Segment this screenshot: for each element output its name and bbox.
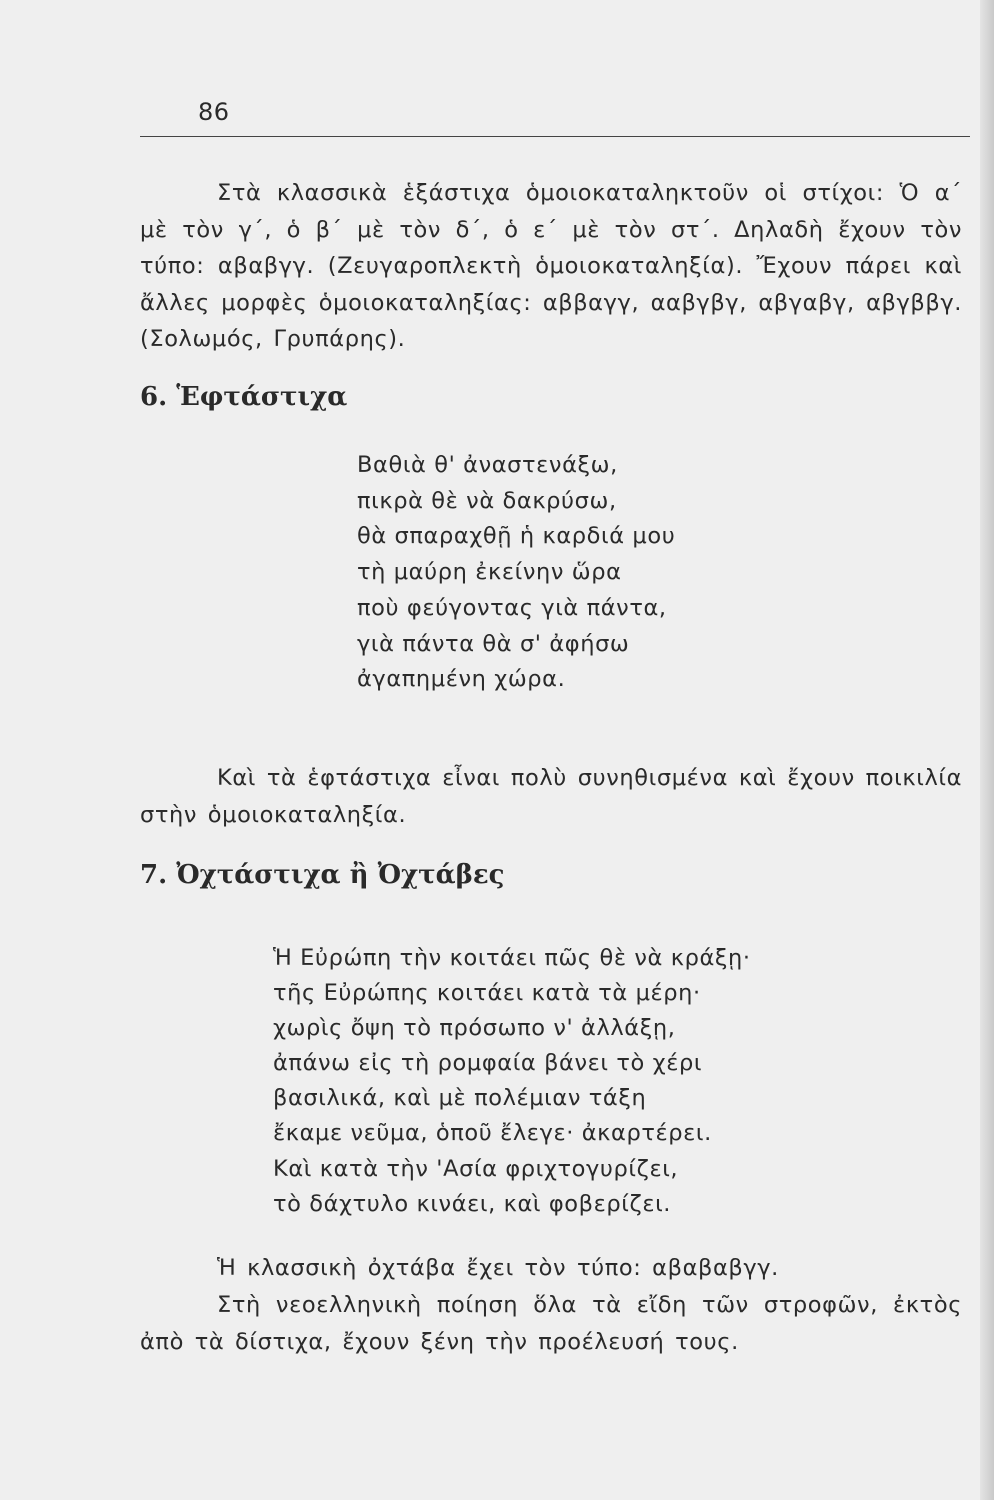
verse-line: τὸ δάχτυλο κινάει, καὶ φοβερίζει. — [273, 1190, 672, 1217]
verse-line: ἔκαμε νεῦμα, ὁποῦ ἔλεγε· ἀκαρτέρει. — [273, 1120, 712, 1147]
verse-line: βασιλικά, καὶ μὲ πολέμιαν τάξη — [273, 1085, 647, 1112]
verse-line: τῆς Εὐρώπης κοιτάει κατὰ τὰ μέρη· — [273, 980, 701, 1007]
section-6-verse — [357, 448, 675, 698]
page-edge-shadow — [980, 0, 994, 1500]
page-number: 86 — [198, 98, 230, 126]
verse-line: πικρὰ θὲ νὰ δακρύσω, — [357, 487, 617, 514]
section-7-verse — [273, 941, 751, 1222]
verse-line: γιὰ πάντα θὰ σ' ἀφήσω — [357, 630, 630, 657]
section-6-paragraph: Καὶ τὰ ἑφτάστιχα εἶναι πολὺ συνηθισμένα καὶ ἔχουν ποικιλία στὴν ὁμοιοκαταληξία. — [140, 765, 962, 828]
verse-line: ἀπάνω εἰς τὴ ρομφαία βάνει τὸ χέρι — [273, 1050, 703, 1077]
verse-line: Καὶ κατὰ τὴν 'Ασία φριχτογυρίζει, — [273, 1155, 679, 1182]
section-7-heading: 7. Ὀχτάστιχα ἢ Ὀχτάβες — [140, 860, 505, 890]
verse-line: τὴ μαύρη ἐκείνην ὥρα — [357, 559, 622, 586]
header-rule — [140, 136, 970, 137]
intro-paragraph: Στὰ κλασσικὰ ἑξάστιχα ὁμοιοκαταληκτοῦν οἱ στίχοι: Ὁ α΄ μὲ τὸν γ΄, ὁ β΄ μὲ τὸν δ΄, ὁ ε΄ μὲ τὸν στ΄. Δηλαδὴ ἔχουν τὸν τύπο: αβαβγγ. (Ζευγαροπλεκτὴ ὁμοιοκαταληξία). Ἔχουν πάρει καὶ ἄλλες μορφὲς ὁμοιοκαταληξίας: αββαγγ, ααβγβγ, αβγαβγ, αβγββγ. (Σολωμός, Γρυπάρης). — [140, 180, 962, 352]
section-6-heading: 6. Ἑφτάστιχα — [140, 382, 348, 412]
verse-line: Βαθιὰ θ' ἀναστενάξω, — [357, 452, 618, 478]
verse-line: Ἡ Εὐρώπη τὴν κοιτάει πῶς θὲ νὰ κράξῃ· — [273, 945, 751, 971]
section-7-paragraph-2: Στὴ νεοελληνικὴ ποίηση ὅλα τὰ εἴδη τῶν στροφῶν, ἐκτὸς ἀπὸ τὰ δίστιχα, ἔχουν ξένη τὴν προέλευσή τους. — [140, 1292, 962, 1355]
verse-line: χωρὶς ὄψη τὸ πρόσωπο ν' ἀλλάξῃ, — [273, 1015, 676, 1042]
verse-line: ποὺ φεύγοντας γιὰ πάντα, — [357, 594, 667, 621]
verse-line: ἀγαπημένη χώρα. — [357, 666, 566, 693]
verse-line: θὰ σπαραχθῇ ἡ καρδιά μου — [357, 523, 676, 550]
section-7-paragraph-1: Ἡ κλασσικὴ ὀχτάβα ἔχει τὸν τύπο: αβαβαβγγ. — [217, 1255, 779, 1281]
